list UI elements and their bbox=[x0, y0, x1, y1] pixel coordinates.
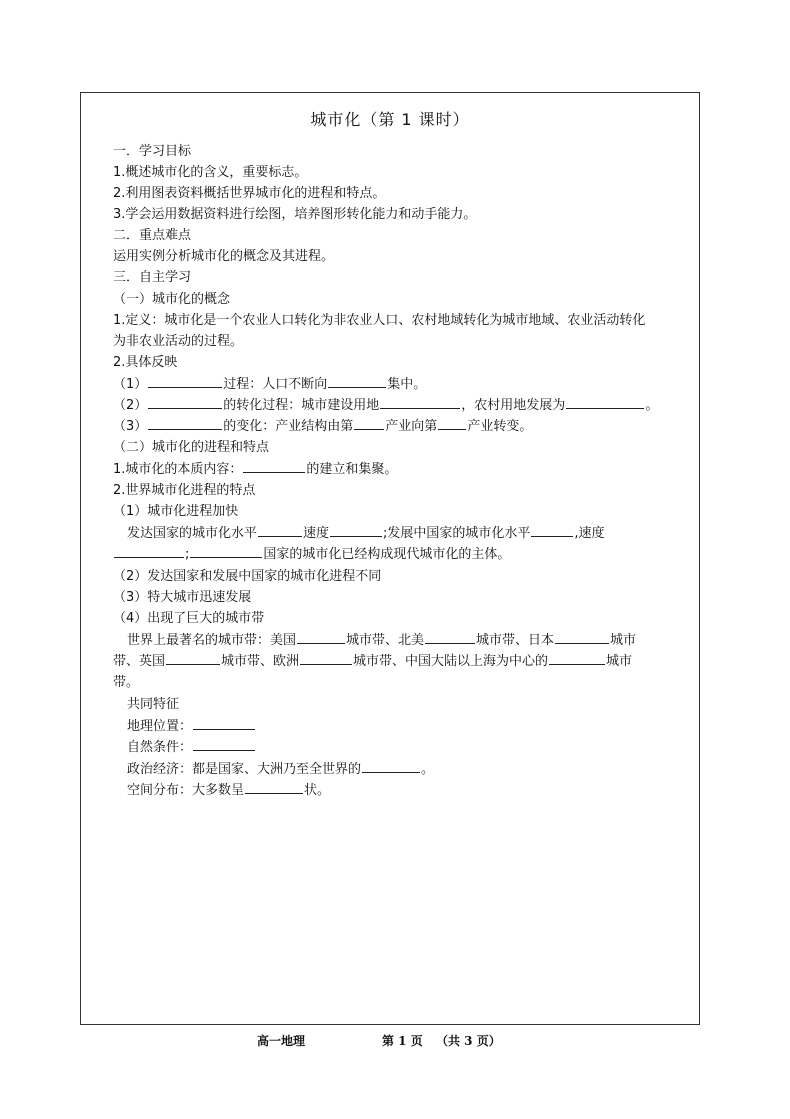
section-2-heading: 二．重点难点 bbox=[113, 228, 192, 243]
common-features-heading: 共同特征 bbox=[127, 697, 180, 712]
fill-blank[interactable] bbox=[114, 544, 184, 558]
natural-conditions-line: 自然条件： bbox=[127, 737, 707, 758]
fill-blank[interactable] bbox=[300, 651, 352, 665]
feature-2: （2）发达国家和发展中国家的城市化进程不同 bbox=[113, 569, 382, 584]
fill-blank[interactable] bbox=[148, 395, 222, 409]
fill-blank[interactable] bbox=[243, 459, 305, 473]
fill-blank[interactable] bbox=[330, 523, 382, 537]
reflection-1: （1） 过程：人口不断向 集中。 bbox=[113, 374, 693, 395]
belt-line-1: 世界上最著名的城市带：美国 城市带、北美 城市带、日本 城市 bbox=[127, 630, 707, 651]
fill-blank[interactable] bbox=[566, 395, 644, 409]
section-3-heading: 三．自主学习 bbox=[113, 270, 192, 285]
feature-1-line-a: 发达国家的城市化水平 速度 ;发展中国家的城市化水平 ,速度 bbox=[127, 523, 707, 544]
fill-blank[interactable] bbox=[190, 544, 262, 558]
objective-1: 1.概述城市化的含义，重要标志。 bbox=[113, 165, 308, 180]
fill-blank[interactable] bbox=[148, 374, 222, 388]
fill-blank[interactable] bbox=[258, 523, 302, 537]
fill-blank[interactable] bbox=[555, 630, 609, 644]
belt-line-2: 带、英国 城市带、欧洲 城市带、中国大陆以上海为中心的 城市 bbox=[113, 651, 693, 672]
fill-blank[interactable] bbox=[328, 374, 386, 388]
spatial-distribution-line: 空间分布：大多数呈 状。 bbox=[127, 780, 707, 801]
essence-line: 1.城市化的本质内容： 的建立和集聚。 bbox=[113, 459, 693, 480]
fill-blank[interactable] bbox=[549, 651, 605, 665]
feature-3: （3）特大城市迅速发展 bbox=[113, 590, 252, 605]
reflection-3: （3） 的变化：产业结构由第 产业向第 产业转变。 bbox=[113, 416, 693, 437]
feature-4: （4）出现了巨大的城市带 bbox=[113, 611, 265, 626]
fill-blank[interactable] bbox=[245, 780, 303, 794]
page-title: 城市化（第 1 课时） bbox=[310, 110, 470, 129]
feature-1: （1）城市化进程加快 bbox=[113, 504, 239, 519]
fill-blank[interactable] bbox=[193, 716, 255, 730]
fill-blank[interactable] bbox=[438, 416, 466, 430]
definition-line-1: 1.定义：城市化是一个农业人口转化为非农业人口、农村地域转化为城市地域、农业活动转化 bbox=[113, 313, 646, 328]
fill-blank[interactable] bbox=[148, 416, 222, 430]
geo-location-line: 地理位置： bbox=[127, 716, 707, 737]
objective-3: 3.学会运用数据资料进行绘图，培养图形转化能力和动手能力。 bbox=[113, 207, 477, 222]
belt-line-3: 带。 bbox=[113, 675, 140, 690]
footer-page-number: 第 1 页 bbox=[382, 1034, 423, 1048]
fill-blank[interactable] bbox=[166, 651, 220, 665]
world-process-heading: 2.世界城市化进程的特点 bbox=[113, 483, 256, 498]
fill-blank[interactable] bbox=[362, 759, 420, 773]
fill-blank[interactable] bbox=[425, 630, 475, 644]
part-2-heading: （二）城市化的进程和特点 bbox=[113, 440, 270, 455]
definition-line-2: 为非农业活动的过程。 bbox=[113, 334, 244, 349]
worksheet-frame bbox=[80, 92, 700, 1025]
fill-blank[interactable] bbox=[193, 737, 255, 751]
footer-subject: 高一地理 bbox=[257, 1034, 306, 1048]
section-1-heading: 一．学习目标 bbox=[113, 144, 192, 159]
part-1-heading: （一）城市化的概念 bbox=[113, 292, 231, 307]
fill-blank[interactable] bbox=[380, 395, 460, 409]
fill-blank[interactable] bbox=[531, 523, 573, 537]
footer-total-pages: （共 3 页） bbox=[436, 1034, 501, 1048]
fill-blank[interactable] bbox=[297, 630, 345, 644]
feature-1-line-b: ; 国家的城市化已经构成现代城市化的主体。 bbox=[113, 544, 693, 565]
reflection-heading: 2.具体反映 bbox=[113, 355, 178, 370]
objective-2: 2.利用图表资料概括世界城市化的进程和特点。 bbox=[113, 186, 386, 201]
politics-economy-line: 政治经济：都是国家、大洲乃至全世界的 。 bbox=[127, 759, 707, 780]
fill-blank[interactable] bbox=[354, 416, 384, 430]
reflection-2: （2） 的转化过程：城市建设用地 ，农村用地发展为 。 bbox=[113, 395, 693, 416]
key-points-text: 运用实例分析城市化的概念及其进程。 bbox=[113, 249, 335, 264]
